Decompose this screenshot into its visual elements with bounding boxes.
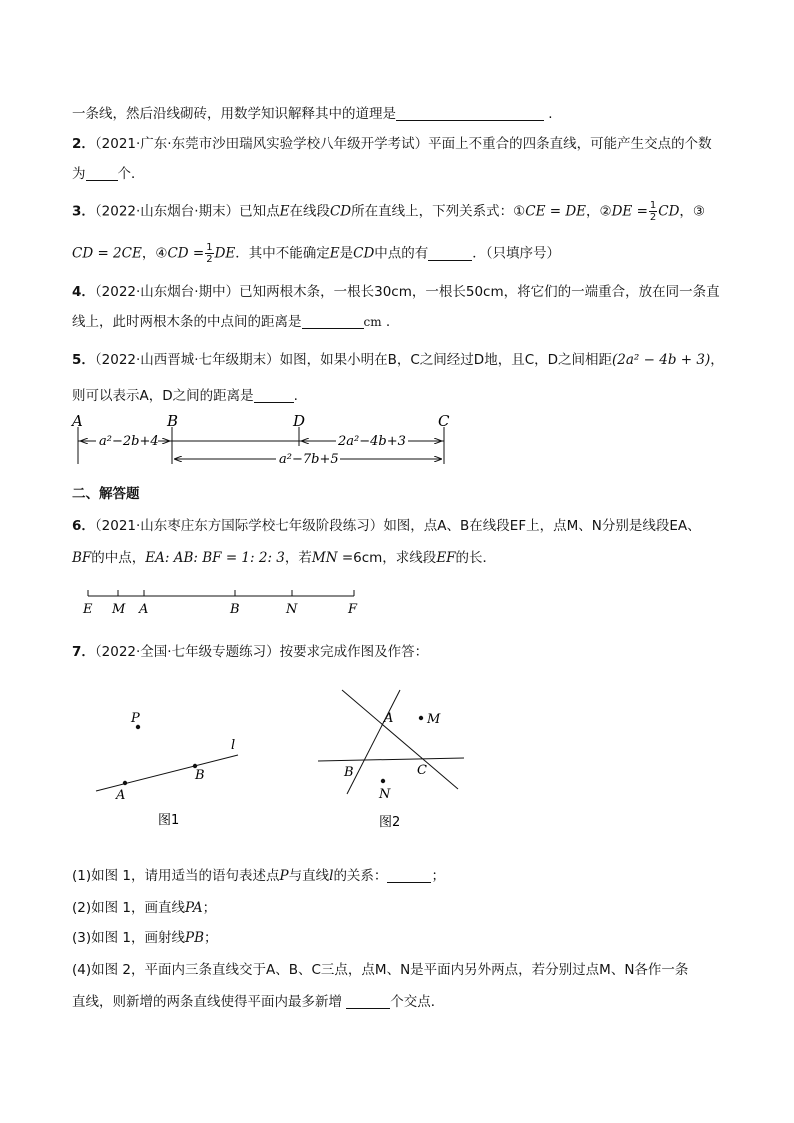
q6-source: （2021·山东枣庄东方国际学校七年级阶段练习）: [94, 518, 384, 534]
q7-part-3: (3)如图 1，画射线PB；: [72, 930, 218, 946]
q3-relation-3: CD = 2CE: [72, 245, 142, 262]
figure-1-caption: 图1: [158, 813, 180, 828]
point-label-E: E: [83, 602, 93, 617]
point-label-C: C: [417, 763, 427, 778]
q5-expression: (2a² − 4b + 3): [612, 352, 711, 368]
fraction-half: $\frac{1}{2}$: [649, 200, 657, 223]
point-M: [419, 716, 423, 720]
q7-number: 7．: [72, 644, 95, 660]
section-heading: 二、解答题: [72, 486, 140, 502]
point-label-A: A: [72, 414, 83, 430]
q3-relation-4: CD =: [167, 245, 205, 262]
q3-answer-blank[interactable]: [428, 246, 472, 261]
q5-answer-blank[interactable]: [254, 388, 294, 403]
q4-source: （2022·山东烟台·期中）: [94, 284, 240, 300]
point-label-B: B: [195, 768, 205, 783]
q6-figure: [80, 588, 370, 624]
point-label-A: A: [116, 788, 126, 803]
q3-source: （2022·山东烟台·期末）: [94, 203, 240, 220]
point-label-A: A: [139, 602, 149, 617]
q7-part4-answer-blank[interactable]: [346, 994, 390, 1009]
line-label-l: l: [231, 738, 236, 753]
q4-answer-blank[interactable]: [302, 314, 364, 329]
q5-source: （2022·山西晋城·七年级期末）: [94, 352, 280, 368]
point-label-P: P: [131, 711, 140, 726]
line-AB: [347, 690, 400, 794]
q6-ratio: EA: AB: BF = 1: 2: 3: [145, 550, 285, 566]
q7-part-2: (2)如图 1，画直线PA；: [72, 900, 217, 916]
point-label-N: N: [286, 602, 298, 617]
point-label-F: F: [348, 602, 358, 617]
point-label-M: M: [112, 602, 126, 617]
q7-figure-2: [312, 684, 472, 834]
length-label-bc: a²−7b+5: [279, 452, 339, 467]
line-AC: [342, 690, 458, 789]
point-label-B: B: [344, 765, 354, 780]
q4-number: 4．: [72, 284, 95, 300]
q2-number: 2．: [72, 136, 95, 152]
q1-text: 一条线，然后沿线砌砖，用数学知识解释其中的道理是: [72, 106, 396, 122]
q7-part-4: (4)如图 2，平面内三条直线交于A、B、C三点，点M、N是平面内另外两点，若分别过点M、N各作一条: [72, 962, 689, 978]
q2-source: （2021·广东·东莞市沙田瑞风实验学校八年级开学考试）: [94, 136, 429, 152]
q3-number: 3．: [72, 203, 95, 220]
q1-answer-blank[interactable]: [396, 106, 544, 121]
q6-line2: BF的中点，EA: AB: BF = 1: 2: 3，若MN =6cm，求线段EF的长．: [72, 550, 497, 566]
q7-part1-answer-blank[interactable]: [387, 868, 431, 883]
point-label-N: N: [379, 787, 391, 802]
q7-figure-1: [88, 700, 248, 830]
q4-line1: 4．（2022·山东烟台·期中）已知两根木条，一根长30cm，一根长50cm，将它们的一端重合，放在同一条直: [72, 284, 720, 300]
q6-line1: 6．（2021·山东枣庄东方国际学校七年级阶段练习）如图，点A、B在线段EF上，点M、N分别是线段EA、: [72, 518, 701, 534]
q6-number: 6．: [72, 518, 95, 534]
length-label-dc: 2a²−4b+3: [338, 434, 406, 449]
q7-source: （2022·全国·七年级专题练习）: [94, 644, 280, 660]
point-label-C: C: [438, 414, 450, 430]
point-label-B: B: [167, 414, 179, 430]
q5-number: 5．: [72, 352, 95, 368]
line-l: [96, 755, 238, 791]
point-A: [123, 781, 127, 785]
point-label-D: D: [293, 414, 306, 430]
point-label-B: B: [230, 602, 240, 617]
q1-tail-line: 一条线，然后沿线砌砖，用数学知识解释其中的道理是 .: [72, 106, 553, 122]
q4-line2: 线上，此时两根木条的中点间的距离是 cm .: [72, 314, 391, 330]
q7-part-4-line2: 直线，则新增的两条直线使得平面内最多新增 个交点．: [72, 994, 445, 1010]
line-BC: [318, 758, 464, 761]
figure-2-caption: 图2: [379, 815, 401, 830]
q3-line1: 3．（2022·山东烟台·期末）已知点E在线段CD所在直线上，下列关系式：①CE = DE，②DE = $\frac{1}{2}$ CD，③: [72, 200, 706, 223]
q3-relation-1: CE = DE: [525, 203, 586, 220]
point-label-M: M: [427, 712, 441, 727]
length-label-ab: a²−2b+4: [99, 434, 159, 449]
q2-line2: 为 个．: [72, 166, 145, 182]
point-label-A: A: [384, 711, 394, 726]
fraction-half: $\frac{1}{2}$: [206, 242, 213, 265]
q5-figure: [66, 414, 466, 470]
q5-line2: 则可以表示A，D之间的距离是 .: [72, 388, 298, 404]
q3-relation-2: DE =: [611, 203, 648, 220]
q7-part-1: (1)如图 1，请用适当的语句表述点P与直线l的关系： ；: [72, 868, 445, 884]
q3-line2: CD = 2CE，④CD = $\frac{1}{2}$ DE．其中不能确定E是CD中点的有 ．（只填序号）: [72, 242, 561, 265]
q7-line1: 7．（2022·全国·七年级专题练习）按要求完成作图及作答：: [72, 644, 429, 660]
point-N: [381, 779, 385, 783]
q5-line1: 5．（2022·山西晋城·七年级期末）如图，如果小明在B，C之间经过D地，且C，D之间相距(2a² − 4b + 3)，: [72, 352, 724, 368]
q2-line1: 2．（2021·广东·东莞市沙田瑞风实验学校八年级开学考试）平面上不重合的四条直线，可能产生交点的个数: [72, 136, 712, 152]
q2-answer-blank[interactable]: [86, 166, 118, 181]
